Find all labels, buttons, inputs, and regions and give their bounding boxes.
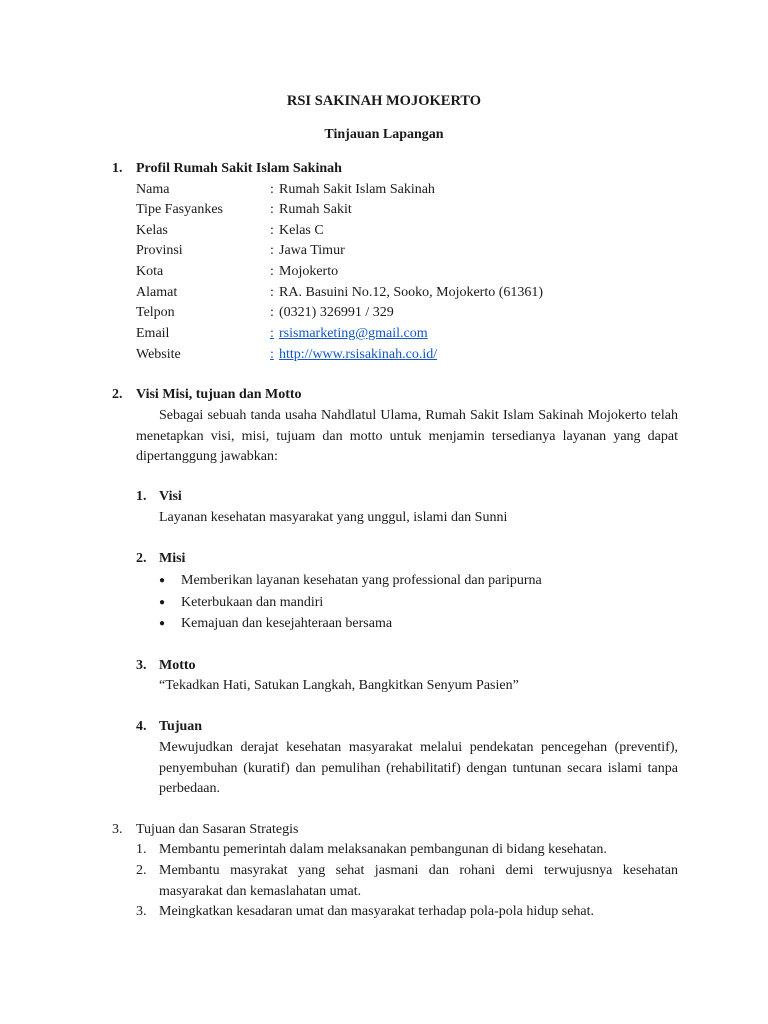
profile-value: Kelas C: [279, 223, 324, 238]
strategy-item: Membantu pemerintah dalam melaksanakan pembangunan di bidang kesehatan.: [159, 842, 607, 857]
profile-label: Alamat: [136, 285, 178, 300]
misi-item: Memberikan layanan kesehatan yang professional dan paripurna: [181, 573, 542, 588]
profile-value: Rumah Sakit Islam Sakinah: [279, 182, 435, 197]
section2-number: 2.: [112, 387, 123, 402]
profile-value: RA. Basuini No.12, Sooko, Mojokerto (61361): [279, 285, 544, 300]
motto-number: 3.: [136, 658, 147, 673]
motto-heading: Motto: [159, 658, 196, 673]
profile-label: Telpon: [136, 305, 175, 320]
profile-label: Email: [136, 326, 170, 341]
profile-value: (0321) 326991 / 329: [279, 305, 394, 320]
section1-heading: Profil Rumah Sakit Islam Sakinah: [136, 161, 342, 176]
tujuan-text: Mewujudkan derajat kesehatan masyarakat melalui pendekatan pencegehan (preventif), penyembuhan (kuratif) dan pemulihan (rehabilitatif) dengan tuntunan secara islami tanpa perbedaan.: [159, 740, 678, 796]
section2-heading: Visi Misi, tujuan dan Motto: [136, 387, 302, 402]
visi-text: Layanan kesehatan masyarakat yang unggul, islami dan Sunni: [159, 510, 508, 525]
profile-label: Kelas: [136, 223, 168, 238]
profile-separator: :: [270, 264, 274, 279]
profile-separator: :: [270, 223, 274, 238]
bullet-icon: ●: [159, 575, 166, 586]
misi-heading: Misi: [159, 551, 186, 566]
email-link[interactable]: rsismarketing@gmail.com: [279, 326, 428, 341]
profile-value: Rumah Sakit: [279, 202, 352, 217]
visi-number: 1.: [136, 489, 147, 504]
document-subtitle: Tinjauan Lapangan: [324, 127, 444, 142]
strategy-item-number: 1.: [136, 842, 147, 857]
profile-separator: :: [270, 202, 274, 217]
section3-number: 3.: [112, 822, 123, 837]
motto-text: “Tekadkan Hati, Satukan Langkah, Bangkitkan Senyum Pasien”: [159, 678, 519, 693]
section1-number: 1.: [112, 161, 123, 176]
profile-label: Provinsi: [136, 243, 183, 258]
profile-separator: :: [270, 347, 274, 362]
profile-value: Jawa Timur: [279, 243, 345, 258]
website-link[interactable]: http://www.rsisakinah.co.id/: [279, 347, 438, 362]
bullet-icon: ●: [159, 618, 166, 629]
profile-label: Kota: [136, 264, 164, 279]
profile-label: Tipe Fasyankes: [136, 202, 223, 217]
profile-label: Nama: [136, 182, 170, 197]
section2-intro: Sebagai sebuah tanda usaha Nahdlatul Ulama, Rumah Sakit Islam Sakinah Mojokerto telah menetapkan visi, misi, tujuam dan motto untuk menjamin tersedianya layanan yang dapat dipertanggung jawabkan:: [136, 408, 678, 464]
profile-separator: :: [270, 243, 274, 258]
profile-separator: :: [270, 326, 274, 341]
misi-number: 2.: [136, 551, 147, 566]
misi-item: Keterbukaan dan mandiri: [181, 595, 324, 610]
profile-separator: :: [270, 285, 274, 300]
visi-heading: Visi: [159, 489, 182, 504]
bullet-icon: ●: [159, 597, 166, 608]
profile-separator: :: [270, 305, 274, 320]
strategy-item-number: 3.: [136, 904, 147, 919]
document-title: RSI SAKINAH MOJOKERTO: [286, 93, 482, 109]
tujuan-number: 4.: [136, 719, 147, 734]
section3-heading: Tujuan dan Sasaran Strategis: [136, 822, 299, 837]
profile-separator: :: [270, 182, 274, 197]
strategy-item: Membantu masyrakat yang sehat jasmani dan rohani demi terwujusnya kesehatan masyarakat dan kemaslahatan umat.: [159, 863, 678, 899]
misi-item: Kemajuan dan kesejahteraan bersama: [181, 616, 393, 631]
tujuan-heading: Tujuan: [159, 719, 203, 734]
profile-label: Website: [136, 347, 181, 362]
strategy-item: Meingkatkan kesadaran umat dan masyarakat terhadap pola-pola hidup sehat.: [159, 904, 595, 919]
strategy-item-number: 2.: [136, 863, 147, 878]
profile-value: Mojokerto: [279, 264, 339, 279]
